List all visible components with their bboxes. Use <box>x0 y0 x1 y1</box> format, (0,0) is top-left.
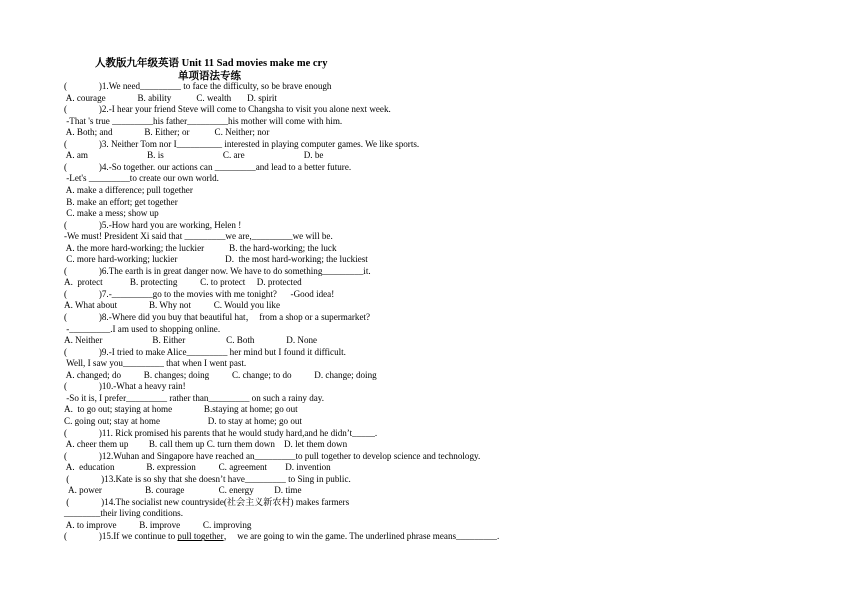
text-line: -_________.I am used to shopping online. <box>64 323 221 334</box>
text-line: ( )6.The earth is in great danger now. We have to do something_________it. <box>64 265 371 276</box>
text-line: ( )9.-I tried to make Alice_________ her mind but I found it difficult. <box>64 346 346 357</box>
text-line: ( )4.-So together. our actions can _________and lead to a better future. <box>64 161 352 172</box>
text-line: -We must! President Xi said that _________we are,_________we will be. <box>64 231 333 242</box>
text-line: ( )15.If we continue to pull together， we are going to win the game. The underlined phrase means_________. <box>64 531 500 542</box>
text-line: ( )1.We need_________ to face the difficulty, so be brave enough <box>64 81 332 91</box>
text-line: C. make a mess; show up <box>64 208 159 219</box>
text-line: A. education B. expression C. agreement D. invention <box>64 462 331 473</box>
text-line: ________their living conditions. <box>64 508 183 519</box>
text-line: A. the more hard-working; the luckier B. the hard-working; the luck <box>64 242 337 253</box>
text-line: ( )5.-How hard you are working, Helen ! <box>64 219 242 230</box>
text-line: ( )3. Neither Tom nor I__________ interested in playing computer games. We like sports. <box>64 138 420 149</box>
text-line: C. going out; stay at home D. to stay at home; go out <box>64 415 302 426</box>
text-line: Well, I saw you_________ that when I went past. <box>64 358 247 369</box>
text-line: ( )12.Wuhan and Singapore have reached an_________to pull together to develop science and technology. <box>64 450 481 461</box>
text-line: -Let's _________to create our own world. <box>64 173 219 184</box>
text-line: A. changed; do B. changes; doing C. change; to do D. change; doing <box>64 369 377 380</box>
text-line: -So it is, I prefer_________ rather than_________ on such a rainy day. <box>64 392 325 403</box>
text-line: A. to improve B. improve C. improving <box>64 519 252 530</box>
text-line: ( )13.Kate is so shy that she doesn’t have_________ to Sing in public. <box>64 473 351 484</box>
text-line: ( )14.The socialist new countryside(社会主义新农村) makes farmers <box>64 496 350 507</box>
text-line: ( )11. Rick promised his parents that he would study hard,and he didn’t_____. <box>64 427 378 438</box>
text-line: ( )10.-What a heavy rain! <box>64 381 186 392</box>
text-line: A. am B. is C. are D. be <box>64 150 324 161</box>
text-line: -That 's true _________his father_________his mother will come with him. <box>64 115 343 126</box>
text-line: A. courage B. ability C. wealth D. spirit <box>64 92 277 103</box>
text-line: A. cheer them up B. call them up C. turn them down D. let them down <box>64 439 348 450</box>
text-line: A. What about B. Why not C. Would you like <box>64 300 280 311</box>
text-line: A. Both; and B. Either; or C. Neither; nor <box>64 127 270 138</box>
text-line: ( )8.-Where did you buy that beautiful hat， from a shop or a supermarket? <box>64 312 371 322</box>
page-title: 人教版九年级英语 Unit 11 Sad movies make me cry <box>95 58 328 69</box>
page-subtitle: 单项语法专练 <box>178 71 241 82</box>
text-line: B. make an effort; get together <box>64 196 178 207</box>
text-line: A. protect B. protecting C. to protect D. protected <box>64 277 302 288</box>
text-line: A. to go out; staying at home B.staying at home; go out <box>64 404 298 415</box>
text-line: A. Neither B. Either C. Both D. None <box>64 335 318 346</box>
text-line: ( )2.-I hear your friend Steve will come to Changsha to visit you alone next week. <box>64 104 391 115</box>
text-line: C. more hard-working; luckier D. the most hard-working; the luckiest <box>64 254 368 265</box>
text-line: A. power B. courage C. energy D. time <box>64 485 302 496</box>
text-line: A. make a difference; pull together <box>64 184 193 195</box>
text-line: ( )7.-_________go to the movies with me tonight? -Good idea! <box>64 288 335 299</box>
